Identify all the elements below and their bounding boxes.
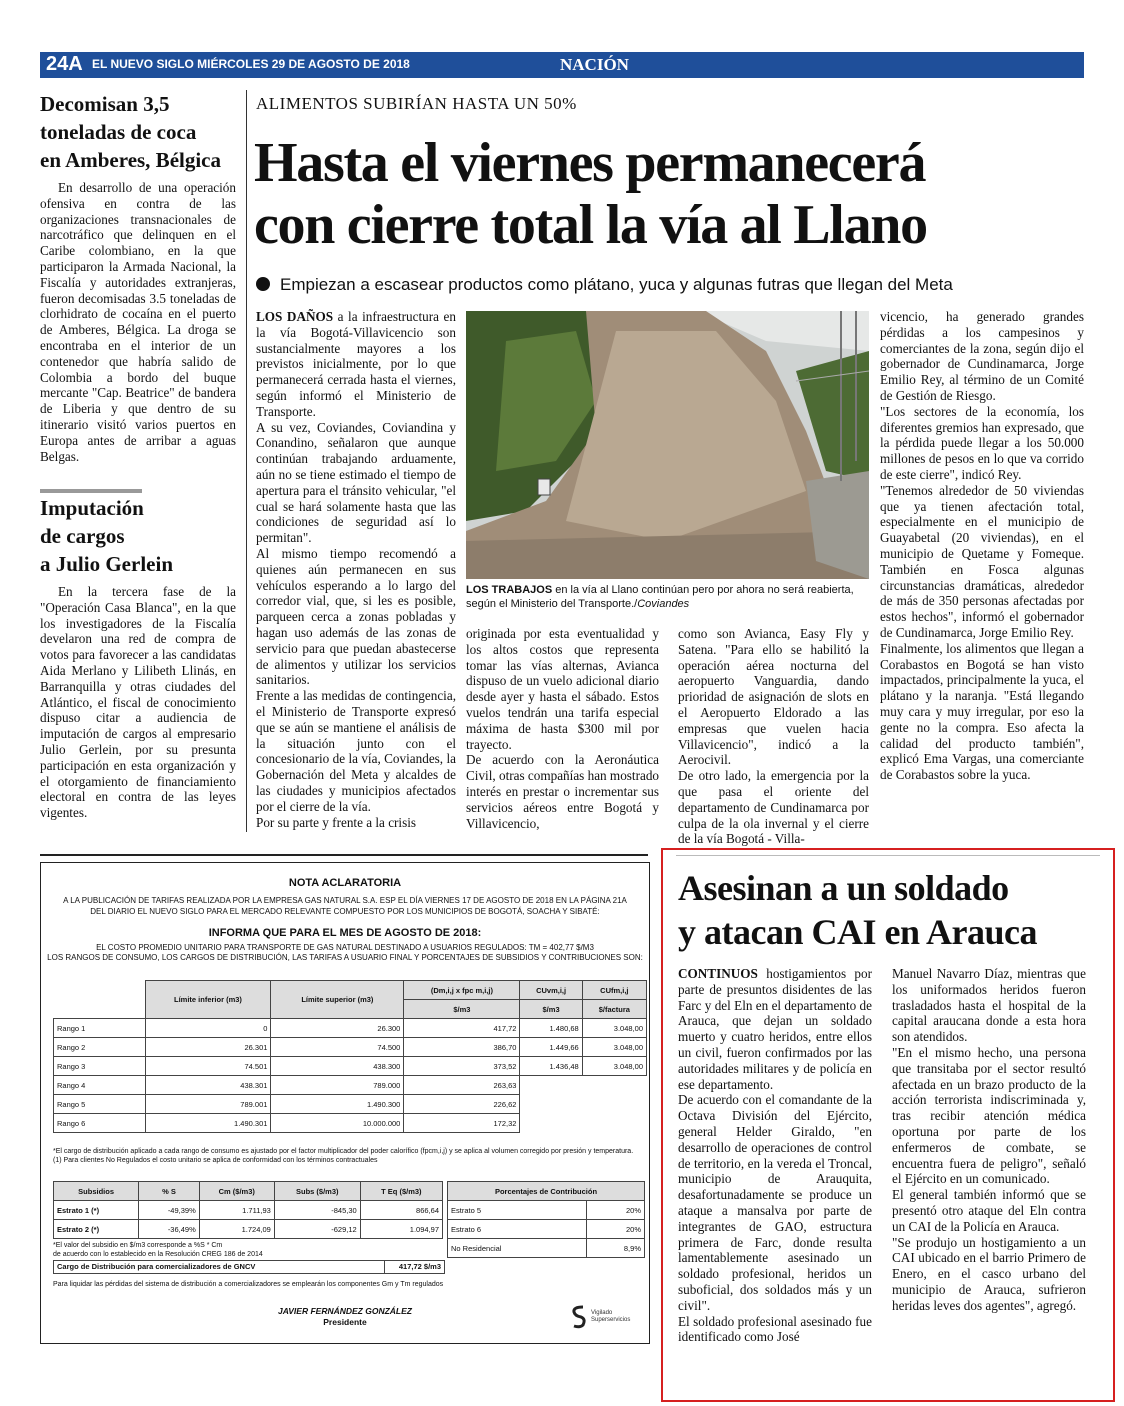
side-story-gerlein bbox=[40, 494, 236, 821]
table-cell: 74.500 bbox=[271, 1038, 404, 1057]
notice-description bbox=[41, 943, 649, 963]
side-story-body: En desarrollo de una operación ofensiva en contra de las organizaciones transnacionales de narcotráfico que delinquen en el Caribe colombiano, en la que participaron la Armada Nacional, la Fiscalía y autoridades extranjeras, fueron decomisadas 3.5 toneladas de clorhidrato de cocaína en el puerto de Amberes, Bélgica. La droga se encontraba en el interior de un contenedor que habría salido de Colombia a bordo del buque mercante "Cap. Beatrice" de bandera de Liberia y que dentro de su itinerario visitó varios puertos en Europa antes de arribar a aguas Belgas. bbox=[40, 180, 236, 464]
subsidies-table bbox=[53, 1181, 443, 1239]
gncv-label: Cargo de Distribución para comercializadores de GNCV bbox=[57, 1262, 256, 1271]
table-cell: 172,32 bbox=[404, 1114, 520, 1133]
headline-line: con cierre total la vía al Llano bbox=[254, 194, 927, 256]
notice-notes bbox=[53, 1147, 647, 1165]
main-column-2: originada por esta eventualidad y los altos costos que representa tomar las vías alternas, Avianca dispuso de un vuelo adicional diario desde ayer y hasta el sábado. Estos vuelos tendrán una tarifa especial máxima de hasta $300 mil por trayecto. De acuerdo con la Aeronáutica Civil, otras compañías han mostrado interés en prestar o incrementar sus servicios aéreos entre Bogotá y Villavicencio, bbox=[466, 626, 660, 831]
lead-in: LOS DAÑOS bbox=[256, 309, 334, 324]
table-cell: Estrato 5 bbox=[448, 1201, 587, 1220]
table-cell: 26.301 bbox=[145, 1038, 271, 1057]
table-cell: 1.724,09 bbox=[199, 1220, 274, 1239]
superservicios-icon bbox=[571, 1305, 587, 1329]
table-cell: 789.000 bbox=[271, 1076, 404, 1095]
divider bbox=[676, 855, 1100, 856]
main-headline bbox=[254, 132, 1084, 256]
table-row bbox=[54, 1201, 443, 1220]
table-cell: Rango 2 bbox=[54, 1038, 146, 1057]
bullet-icon bbox=[256, 277, 270, 291]
table-header: % S bbox=[139, 1182, 200, 1201]
table-header: Subsidios bbox=[54, 1182, 139, 1201]
main-column-3: como son Avianca, Easy Fly y Satena. "Para ello se habilitó la operación aérea nocturna del aeropuerto Vanguardia, dando prioridad de asignación de slots en el Aeropuerto Eldorado a las empresas que vuelen hacia Villavicencio", indicó a la Aerocivil. De otro lado, la emergencia por la que pasa el oriente del departamento de Cundinamarca por culpa de la ola invernal y el cierre de la vía Bogotá - Villa- bbox=[678, 626, 869, 847]
notice-note: *El valor del subsidio en $/m3 corresponde a %S * Cm bbox=[53, 1242, 223, 1249]
table-cell: Rango 5 bbox=[54, 1095, 146, 1114]
table-cell: Estrato 2 (*) bbox=[54, 1220, 139, 1239]
table-cell: 226,62 bbox=[404, 1095, 520, 1114]
table-cell: 3.048,00 bbox=[582, 1057, 646, 1076]
signer-role: Presidente bbox=[323, 1317, 367, 1327]
table-header: Porcentajes de Contribución bbox=[448, 1182, 645, 1201]
box-column-1 bbox=[678, 966, 872, 1345]
table-cell: -629,12 bbox=[274, 1220, 360, 1239]
table-row bbox=[54, 1038, 647, 1057]
side-story-title bbox=[40, 90, 236, 174]
table-cell: 1.711,93 bbox=[199, 1201, 274, 1220]
side-story-cocaine bbox=[40, 90, 236, 464]
table-row bbox=[54, 1057, 647, 1076]
table-cell: 1.449,66 bbox=[520, 1038, 582, 1057]
table-row bbox=[54, 1095, 647, 1114]
table-cell: 1.094,97 bbox=[360, 1220, 442, 1239]
table-row bbox=[54, 1019, 647, 1038]
section-name: NACIÓN bbox=[560, 55, 629, 74]
notice-notes bbox=[53, 1241, 263, 1259]
table-cell: 373,52 bbox=[404, 1057, 520, 1076]
main-column-1 bbox=[256, 309, 456, 830]
notice-intro bbox=[41, 895, 649, 917]
table-cell: Estrato 6 bbox=[448, 1220, 587, 1239]
table-cell: 263,63 bbox=[404, 1076, 520, 1095]
main-kicker: ALIMENTOS SUBIRÍAN HASTA UN 50% bbox=[256, 94, 577, 113]
notice-intro-line: A LA PUBLICACIÓN DE TARIFAS REALIZADA POR LA EMPRESA GAS NATURAL S.A. ESP EL DÍA VIERNES 17 DE AGOSTO DE 2018 EN LA PÁGINA 21A bbox=[63, 896, 627, 905]
table-header bbox=[54, 981, 146, 1000]
table-cell: 0 bbox=[145, 1019, 271, 1038]
divider bbox=[40, 489, 142, 493]
column-text: a la infraestructura en la vía Bogotá-Villavicencio son sustancialmente mayores a los previstos inicialmente, por lo que permanecerá cerrada hasta el viernes, según informó el Ministerio de Transporte. A su vez, Coviandes, Coviandina y Conandino, señalaron que aunque continúan trabajando arduamente, aún no se tiene estimado el tiempo de apertura para el tránsito vehicular, "el cual se hará solamente hasta que las condiciones de seguridad así lo permitan". Al mismo tiempo recomendó a quienes aún permanecen en sus vehículos esperando a lo largo del corredor vial, que, si les es posible, parqueen cerca a zonas pobladas y hagan uso además de las zonas de servicio para que puedan abastecerse de alimentos y utilizar los servicios sanitarios. Frente a las medidas de contingencia, el Ministerio de Transporte expresó que se aún se mantiene el análisis de la situación junto con el concesionario de la vía, Coviandes, la Gobernación del Meta y alcaldes de las ciudades y municipios afectados por el cierre de la vía. Por su parte y frente a la crisis bbox=[256, 309, 456, 830]
table-header: Cm ($/m3) bbox=[199, 1182, 274, 1201]
main-subhead bbox=[256, 275, 953, 295]
notice-title: NOTA ACLARATORIA bbox=[288, 877, 402, 889]
notice-note: (1) Para clientes No Regulados el costo unitario se aplica de conformidad con los términos contractuales bbox=[53, 1157, 378, 1164]
contributions-table bbox=[447, 1181, 645, 1258]
table-cell: No Residencial bbox=[448, 1239, 587, 1258]
table-cell: 74.501 bbox=[145, 1057, 271, 1076]
superservicios-label: Superservicios bbox=[591, 1317, 631, 1323]
title-line: en Amberes, Bélgica bbox=[40, 148, 222, 172]
box-column-2: Manuel Navarro Díaz, mientras que los uniformados heridos fueron trasladados hasta el hospital de la capital araucana donde a esta hora son atendidos. "En el mismo hecho, una persona que transitaba por el sector resultó afectada en un brazo producto de la acción terrorista indiscriminada y, tras recibir atención médica oportuna por parte de los enfermeros de combate, se encuentra fuera de peligro", señaló el Ejército en un comunicado. El general también informó que se presentó otro ataque del Eln contra un CAI de la Policía en Arauca. "Se produjo un hostigamiento a un CAI ubicado en el barrio Primero de Enero, en el casco urbano del municipio de Arauca, sufrieron heridas leves dos agentes", agregó. bbox=[892, 966, 1086, 1313]
column-text: hostigamientos por parte de presuntos disidentes de las Farc y del Eln en el departamento de Arauca, que dejan un soldado muerto y cuatro heridos, entre ellos un civil, fueron confirmados por las autoridades militares y de policía en ese departamento. De acuerdo con el comandante de la Octava División del Ejército, general Helder Giraldo, "en desarrollo de operaciones de control de territorio, en la vereda el Troncal, municipio de Arauquita, desafortunadamente se produce un ataque a mansalva por parte de integrantes de GAO, estructura primera de Farc, donde resulta lamentablemente asesinado un soldado profesional, heridos un suboficial, dos soldados más y un civil". El soldado profesional asesinado fue identificado como José bbox=[678, 966, 872, 1345]
table-row bbox=[448, 1239, 645, 1258]
title-line: de cargos bbox=[40, 524, 125, 548]
caption-lead: LOS TRABAJOS bbox=[466, 584, 553, 596]
publication-date: EL NUEVO SIGLO MIÉRCOLES 29 DE AGOSTO DE 2018 bbox=[92, 57, 410, 71]
column-rule bbox=[246, 90, 247, 832]
landslide-illustration bbox=[466, 311, 869, 579]
divider bbox=[40, 854, 648, 856]
box-headline bbox=[678, 866, 1098, 954]
table-unit: $/m3 bbox=[520, 1000, 582, 1019]
notice-note: de acuerdo con lo establecido en la Resolución CREG 186 de 2014 bbox=[53, 1251, 263, 1258]
table-cell: 26.300 bbox=[271, 1019, 404, 1038]
landslide-photo bbox=[466, 311, 869, 579]
notice-note: *El cargo de distribución aplicado a cada rango de consumo es ajustado por el factor multiplicador del poder calorífico (fpcm,i,j) y se aplica al volumen corregido por presión y temperatura. bbox=[53, 1148, 634, 1155]
table-cell: 3.048,00 bbox=[582, 1038, 646, 1057]
subhead-text: Empiezan a escasear productos como plátano, yuca y algunas futras que llegan del Meta bbox=[280, 275, 953, 294]
headline-line: y atacan CAI en Arauca bbox=[678, 912, 1037, 952]
table-cell: 438.300 bbox=[271, 1057, 404, 1076]
table-header: CUvm,i,j bbox=[520, 981, 582, 1000]
headline-line: Asesinan a un soldado bbox=[678, 868, 1009, 908]
table-cell: Rango 4 bbox=[54, 1076, 146, 1095]
notice-note: Para liquidar las pérdidas del sistema de distribución a comercializadores se emplearán los componentes Gm y Tm regulados bbox=[53, 1281, 444, 1288]
section-header-bar bbox=[40, 52, 1084, 78]
vigilado-label: Vigilado bbox=[591, 1310, 613, 1316]
notice-subtitle: INFORMA QUE PARA EL MES DE AGOSTO DE 2018: bbox=[208, 927, 482, 939]
table-cell: -36,49% bbox=[139, 1220, 200, 1239]
table-header: CUfm,i,j bbox=[582, 981, 646, 1000]
table-row bbox=[448, 1201, 645, 1220]
table-row bbox=[54, 1114, 647, 1133]
table-row bbox=[54, 1220, 443, 1239]
table-row bbox=[448, 1220, 645, 1239]
table-header: (Dm,i,j x fpc m,i,j) bbox=[404, 981, 520, 1000]
superservicios-logo bbox=[571, 1303, 647, 1333]
photo-caption bbox=[466, 583, 869, 611]
photo-credit: Coviandes bbox=[637, 598, 690, 610]
table-unit: $/factura bbox=[582, 1000, 646, 1019]
table-cell: 789.001 bbox=[145, 1095, 271, 1114]
table-unit bbox=[54, 1000, 146, 1019]
table-cell: Estrato 1 (*) bbox=[54, 1201, 139, 1220]
table-cell: 10.000.000 bbox=[271, 1114, 404, 1133]
signer-name: JAVIER FERNÁNDEZ GONZÁLEZ bbox=[278, 1306, 412, 1316]
table-cell: 20% bbox=[586, 1220, 644, 1239]
side-story-body: En la tercera fase de la "Operación Casa Blanca", en la que los investigadores de la Fiscalía develaron una red de compra de votos para favorecer a las candidatas Aida Merlano y Lilibeth Llinás, en Barranquilla y otras ciudades del Atlántico, el fiscal de conocimiento dispuso citar a audiencia de imputación de cargos al empresario Julio Gerlein, por su presunta participación en esta organización y el otorgamiento de financiamiento electoral en contra de las leyes vigentes. bbox=[40, 584, 236, 821]
gncv-value: 417,72 $/m3 bbox=[384, 1261, 444, 1273]
table-cell: Rango 1 bbox=[54, 1019, 146, 1038]
title-line: toneladas de coca bbox=[40, 120, 197, 144]
gas-tariff-notice bbox=[40, 862, 650, 1344]
title-line: Imputación bbox=[40, 496, 144, 520]
notice-signature bbox=[41, 1306, 649, 1328]
table-header: T Eq ($/m3) bbox=[360, 1182, 442, 1201]
table-cell: 1.490.300 bbox=[271, 1095, 404, 1114]
table-cell: Rango 6 bbox=[54, 1114, 146, 1133]
gncv-row bbox=[53, 1260, 445, 1274]
table-header: Límite inferior (m3) bbox=[145, 981, 271, 1019]
table-cell: 1.436,48 bbox=[520, 1057, 582, 1076]
headline-line: Hasta el viernes permanecerá bbox=[254, 132, 926, 194]
notice-desc-line: EL COSTO PROMEDIO UNITARIO PARA TRANSPORTE DE GAS NATURAL DESTINADO A USUARIOS REGULADOS: TM = 402,77 $/M3 bbox=[96, 943, 594, 952]
superservicios-text bbox=[591, 1310, 630, 1324]
side-story-title bbox=[40, 494, 236, 578]
caption-text: en la vía al Llano continúan pero por ahora no será reabierta, según el Ministerio del Transporte./ bbox=[466, 584, 854, 610]
table-header: Límite superior (m3) bbox=[271, 981, 404, 1019]
table-header: Subs ($/m3) bbox=[274, 1182, 360, 1201]
table-cell: Rango 3 bbox=[54, 1057, 146, 1076]
table-cell: 438.301 bbox=[145, 1076, 271, 1095]
table-cell: 1.480,68 bbox=[520, 1019, 582, 1038]
tariff-table bbox=[53, 980, 647, 1133]
page-number: 24A bbox=[46, 53, 83, 75]
table-cell: 417,72 bbox=[404, 1019, 520, 1038]
title-line: a Julio Gerlein bbox=[40, 552, 173, 576]
notice-intro-line: DEL DIARIO EL NUEVO SIGLO PARA EL MERCADO RELEVANTE COMPUESTO POR LOS MUNICIPIOS DE BOGOTÁ, SOACHA Y SIBATÉ: bbox=[90, 907, 600, 916]
table-cell: 386,70 bbox=[404, 1038, 520, 1057]
table-cell: 866,64 bbox=[360, 1201, 442, 1220]
lead-in: CONTINUOS bbox=[678, 966, 758, 981]
notice-desc-line: LOS RANGOS DE CONSUMO, LOS CARGOS DE DISTRIBUCIÓN, LAS TARIFAS A USUARIO FINAL Y PORCENTAJES DE SUBSIDIOS Y CONTRIBUCIONES SON: bbox=[47, 953, 643, 962]
table-cell: -845,30 bbox=[274, 1201, 360, 1220]
table-cell: 3.048,00 bbox=[582, 1019, 646, 1038]
title-line: Decomisan 3,5 bbox=[40, 92, 170, 116]
table-row bbox=[54, 1076, 647, 1095]
main-column-4: vicencio, ha generado grandes pérdidas a los campesinos y comerciantes de la zona, según dijo el gobernador de Cundinamarca, Jorge Emilio Rey, al término de un Comité de Gestión de Riesgo. "Los sectores de la economía, los diferentes gremios han expresado, que la pérdida puede llegar a los 50.000 millones de pesos en lo que va corrido de este cierre", indicó Rey. "Tenemos alrededor de 50 viviendas que ya tienen afectación total, especialmente en el municipio de Guayabetal (20 viviendas), en el municipio de Quetame y Fomeque. También en Fosca algunas circunstancias dramáticas, alrededor de más de 350 personas afectadas por estos hechos", informó el gobernador de Cundinamarca, Jorge Emilio Rey. Finalmente, los alimentos que llegan a Corabastos en Bogotá se han visto impactados, principalmente la yuca, el plátano y la naranja. "Está llegando muy cara y muy irregular, por eso la gente no la compra. Eso afecta la calidad del producto también", explicó Ema Vargas, una comerciante de Corabastos sobre la yuca. bbox=[880, 309, 1084, 783]
table-cell: 1.490.301 bbox=[145, 1114, 271, 1133]
table-cell: 20% bbox=[586, 1201, 644, 1220]
table-cell: -49,39% bbox=[139, 1201, 200, 1220]
table-cell: 8,9% bbox=[586, 1239, 644, 1258]
table-unit: $/m3 bbox=[404, 1000, 520, 1019]
